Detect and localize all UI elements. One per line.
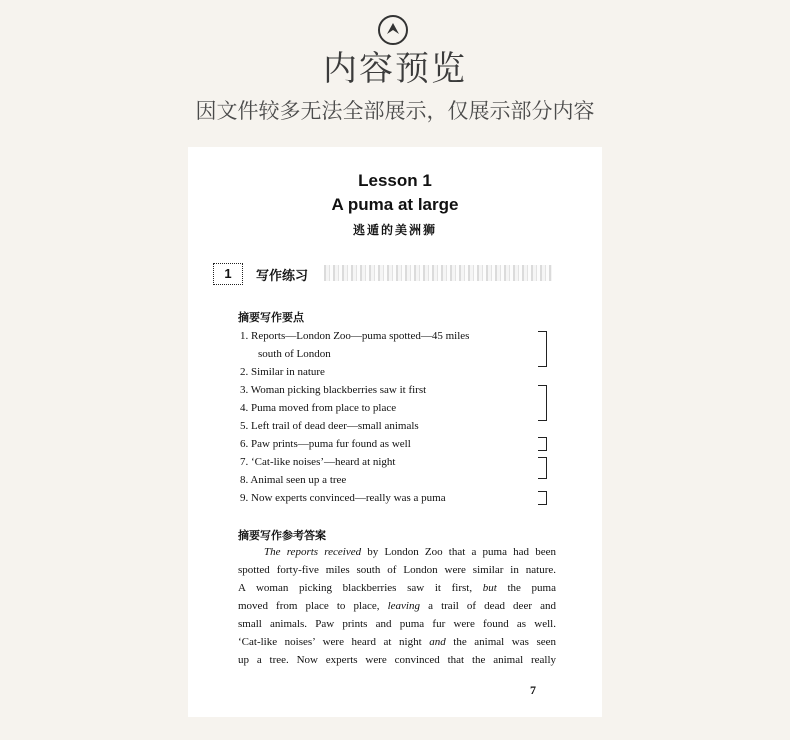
answer-line: moved from place to place, leaving a trail of dead deer and: [238, 600, 556, 612]
list-item: 3. Woman picking blackberries saw it first: [240, 384, 427, 396]
list-item: south of London: [258, 348, 331, 360]
answer-line: The reports received by London Zoo that a puma had been: [264, 546, 556, 558]
list-item: 7. ‘Cat-like noises’—heard at night: [240, 456, 396, 468]
list-item: 5. Left trail of dead deer—small animals: [240, 420, 419, 432]
answer-line: A woman picking blackberries saw it first, but the puma: [238, 582, 556, 594]
scan-smudge: [324, 265, 552, 281]
bracket: [538, 491, 547, 505]
bracket: [538, 385, 547, 421]
bracket: [538, 331, 547, 367]
page-subtitle: 因文件较多无法全部展示，仅展示部分内容: [195, 99, 595, 123]
bracket: [538, 437, 547, 451]
section-label: 写作练习: [256, 269, 309, 284]
page-title: 内容预览: [323, 49, 467, 89]
lesson-title: A puma at large: [331, 195, 459, 214]
answer-line: small animals. Paw prints and puma fur were found as well.: [238, 618, 556, 630]
list-item: 4. Puma moved from place to place: [240, 402, 397, 414]
document-preview: [188, 147, 602, 717]
lesson-number: Lesson 1: [358, 171, 432, 190]
bracket: [538, 457, 547, 479]
list-item: 8. Animal seen up a tree: [240, 474, 347, 486]
chevron-up-circle-icon[interactable]: [377, 14, 409, 46]
answer-line: spotted forty-five miles south of London were similar in nature.: [238, 564, 556, 576]
page-number: 7: [530, 683, 536, 697]
points-heading: 摘要写作要点: [238, 311, 304, 324]
list-item: 9. Now experts convinced—really was a puma: [240, 492, 446, 504]
answer-heading: 摘要写作参考答案: [238, 529, 326, 542]
lesson-title-cn: 逃遁的美洲狮: [352, 223, 437, 237]
answer-line: up a tree. Now experts were convinced that the animal really: [238, 654, 556, 666]
list-item: 2. Similar in nature: [240, 366, 325, 378]
answer-line: ‘Cat-like noises’ were heard at night and the animal was seen: [238, 636, 556, 648]
list-item: 6. Paw prints—puma fur found as well: [240, 438, 411, 450]
list-item: 1. Reports—London Zoo—puma spotted—45 miles: [240, 330, 470, 342]
section-number: 1: [213, 263, 243, 285]
